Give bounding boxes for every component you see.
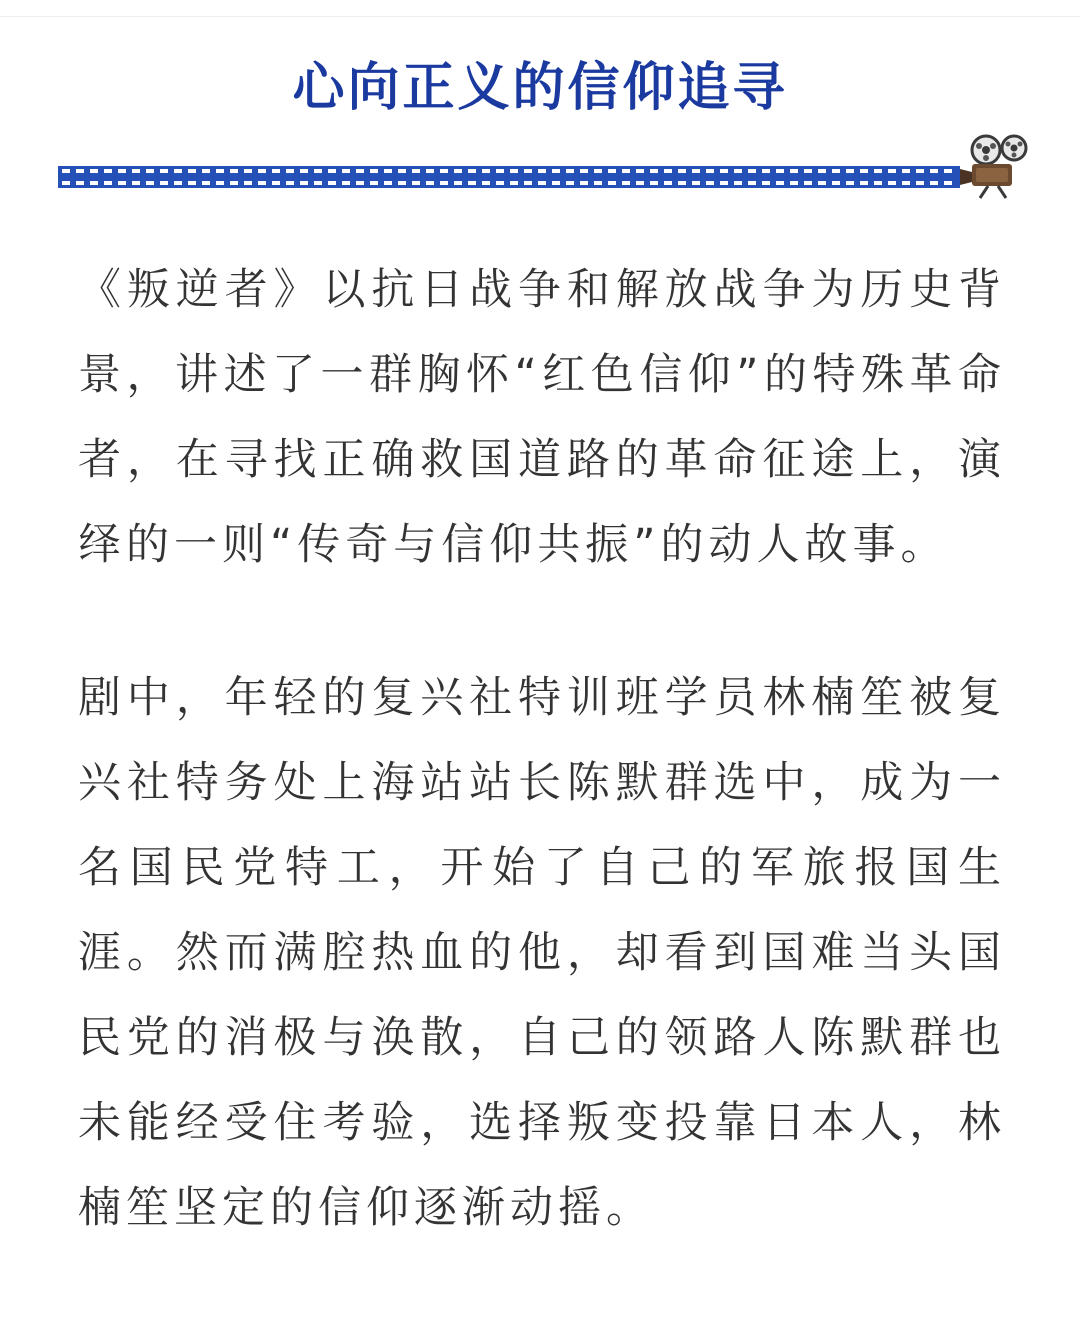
article-title: 心向正义的信仰追寻 — [292, 58, 788, 118]
article-body — [78, 248, 1006, 1319]
film-projector-icon — [960, 136, 1026, 198]
article-paragraph: 剧中，年轻的复兴社特训班学员林楠笙被复兴社特务处上海站站长陈默群选中，成为一名国民党特工，开始了自己的军旅报国生涯。然而满腔热血的他，却看到国难当头国民党的消极与涣散，自己的领路人陈默群也未能经受住考验，选择叛变投靠日本人，林楠笙坚定的信仰逐渐动摇。 — [78, 673, 1006, 1233]
filmstrip — [58, 166, 960, 188]
top-border-line — [0, 16, 1080, 17]
article-paragraph: 《叛逆者》以抗日战争和解放战争为历史背景，讲述了一群胸怀“红色信仰”的特殊革命者，在寻找正确救国道路的革命征途上，演绎的一则“传奇与信仰共振”的动人故事。 — [78, 265, 1006, 570]
filmstrip-divider — [58, 134, 1028, 200]
